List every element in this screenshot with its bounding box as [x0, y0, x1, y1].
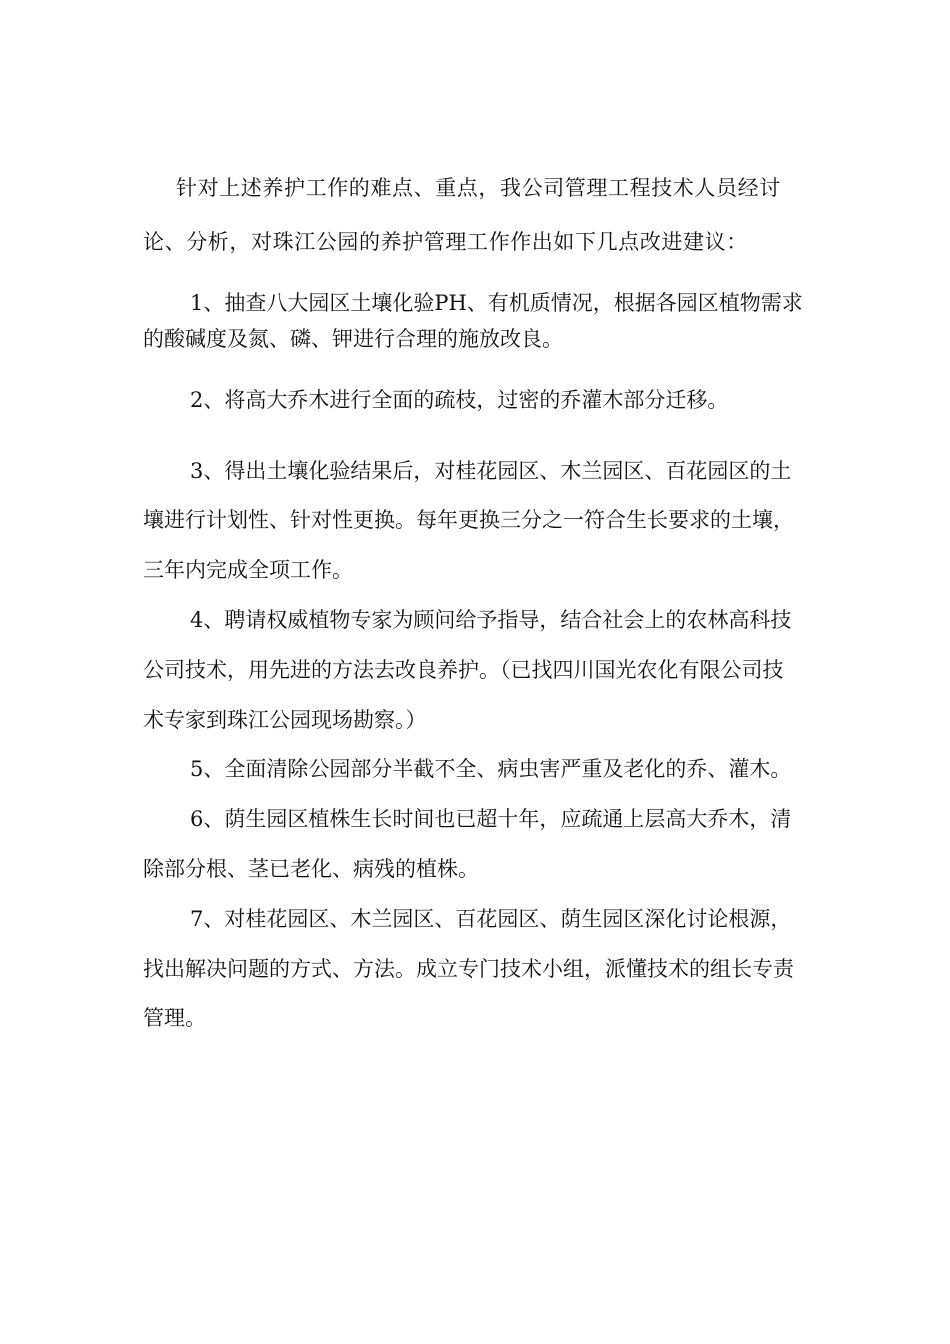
- item-1-line-1: 1、抽查八大园区土壤化验PH、有机质情况，根据各园区植物需求: [190, 291, 803, 315]
- item-4-line-2: 公司技术，用先进的方法去改良养护。（已找四川国光农化有限公司技: [143, 658, 784, 682]
- item-3-line-2: 壤进行计划性、针对性更换。每年更换三分之一符合生长要求的土壤，: [143, 508, 794, 532]
- item-1-line-2: 的酸碱度及氮、磷、钾进行合理的施放改良。: [143, 327, 563, 351]
- item-6-line-1: 6、荫生园区植株生长时间也已超十年，应疏通上层高大乔木，清: [190, 807, 792, 831]
- item-2-line-1: 2、将高大乔木进行全面的疏枝，过密的乔灌木部分迁移。: [190, 388, 729, 412]
- item-3-line-3: 三年内完成全项工作。: [143, 558, 353, 582]
- item-7-line-1: 7、对桂花园区、木兰园区、百花园区、荫生园区深化讨论根源，: [190, 907, 792, 931]
- item-7-line-3: 管理。: [143, 1006, 206, 1030]
- item-7-line-2: 找出解决问题的方式、方法。成立专门技术小组，派懂技术的组长专责: [143, 957, 794, 981]
- intro-line-2: 论、分析，对珠江公园的养护管理工作作出如下几点改进建议：: [143, 230, 748, 254]
- item-4-line-1: 4、聘请权威植物专家为顾问给予指导，结合社会上的农林高科技: [190, 608, 792, 632]
- item-4-line-3: 术专家到珠江公园现场勘察。）: [143, 708, 427, 732]
- item-5-line-1: 5、全面清除公园部分半截不全、病虫害严重及老化的乔、灌木。: [190, 757, 792, 781]
- item-6-line-2: 除部分根、茎已老化、病残的植株。: [143, 857, 479, 881]
- item-3-line-1: 3、得出土壤化验结果后，对桂花园区、木兰园区、百花园区的土: [190, 459, 792, 483]
- intro-line-1: 针对上述养护工作的难点、重点，我公司管理工程技术人员经讨: [176, 176, 781, 200]
